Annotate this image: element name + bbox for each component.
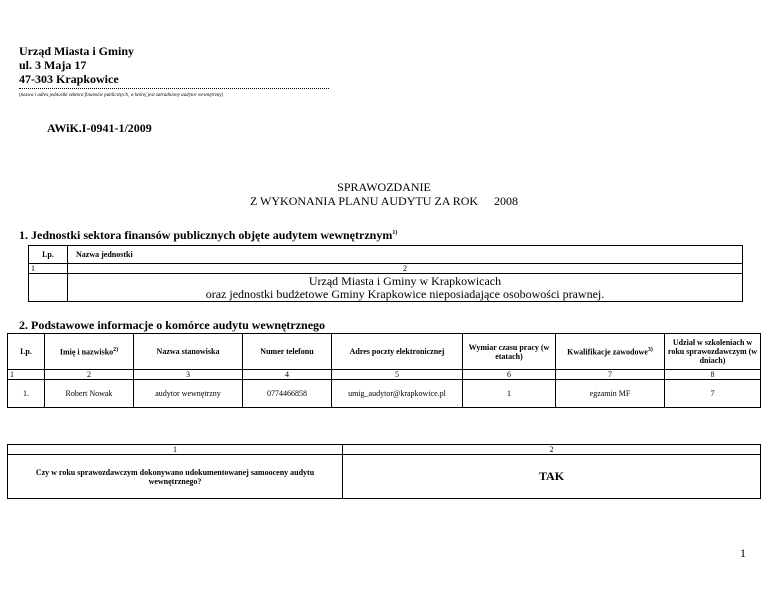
row-time: 1 bbox=[463, 380, 556, 408]
unit-name-line-1: Urząd Miasta i Gminy w Krapkowicach bbox=[308, 273, 502, 288]
title-line-2 bbox=[0, 194, 768, 208]
col-email: Adres poczty elektronicznej bbox=[332, 334, 463, 370]
row-name: Robert Nowak bbox=[45, 380, 134, 408]
audit-table-number-row bbox=[8, 370, 761, 380]
col-qual-footnote: 3) bbox=[647, 346, 653, 353]
address-dotted-line bbox=[19, 84, 329, 89]
section1-footnote: 1) bbox=[392, 230, 398, 236]
self-assessment-table bbox=[7, 444, 761, 499]
audit-table-header-row bbox=[8, 334, 761, 370]
units-num-lp: 1 bbox=[29, 264, 68, 274]
section1-heading bbox=[19, 228, 397, 243]
section2-heading: 2. Podstawowe informacje o komórce audytu wewnętrznego bbox=[19, 318, 326, 332]
row-position: audytor wewnętrzny bbox=[134, 380, 243, 408]
num-7: 7 bbox=[556, 370, 665, 380]
self-assessment-row bbox=[8, 455, 761, 499]
institution-address bbox=[19, 44, 134, 86]
col-qualifications bbox=[556, 334, 665, 370]
row-phone: 0774466858 bbox=[243, 380, 332, 408]
num-5: 5 bbox=[332, 370, 463, 380]
title-line-2-text: Z WYKONANIA PLANU AUDYTU ZA ROK bbox=[249, 194, 479, 208]
col-position: Nazwa stanowiska bbox=[134, 334, 243, 370]
col-name bbox=[45, 334, 134, 370]
units-row-name bbox=[68, 274, 743, 302]
table-row bbox=[8, 380, 761, 408]
address-note: (nazwa i adres jednostki sektora finansów publicznych, w której jest zatrudniony audytor wewnętrzny) bbox=[19, 93, 224, 98]
units-table-number-row bbox=[29, 264, 743, 274]
num-1: 1 bbox=[8, 370, 45, 380]
units-table-row bbox=[29, 274, 743, 302]
self-assessment-question: Czy w roku sprawozdawczym dokonywano udokumentowanej samooceny audytu wewnętrznego? bbox=[8, 455, 343, 499]
num-3: 3 bbox=[134, 370, 243, 380]
col-time: Wymiar czasu pracy (w etatach) bbox=[463, 334, 556, 370]
col-training: Udział w szkoleniach w roku sprawozdawczym (w dniach) bbox=[665, 334, 761, 370]
document-signature: AWiK.I-0941-1/2009 bbox=[47, 121, 152, 135]
page-number: 1 bbox=[740, 546, 746, 560]
units-table-header-row bbox=[29, 246, 743, 264]
self-assessment-number-row bbox=[8, 445, 761, 455]
col-name-footnote: 2) bbox=[113, 346, 119, 353]
col-lp: Lp. bbox=[8, 334, 45, 370]
report-title bbox=[0, 180, 768, 208]
col-name-text: Imię i nazwisko bbox=[59, 347, 114, 357]
units-row-lp bbox=[29, 274, 68, 302]
row-training: 7 bbox=[665, 380, 761, 408]
row-lp: 1. bbox=[8, 380, 45, 408]
self-assessment-answer: TAK bbox=[343, 455, 761, 499]
col-qual-text: Kwalifikacje zawodowe bbox=[567, 347, 648, 357]
units-col-lp: Lp. bbox=[29, 246, 68, 264]
units-table bbox=[28, 245, 743, 302]
row-email: umig_audytor@krapkowice.pl bbox=[332, 380, 463, 408]
num-6: 6 bbox=[463, 370, 556, 380]
report-year: 2008 bbox=[494, 194, 519, 208]
address-line-1: Urząd Miasta i Gminy bbox=[19, 44, 134, 58]
self-assessment-num-1: 1 bbox=[8, 445, 343, 455]
row-qualifications: egzamin MF bbox=[556, 380, 665, 408]
num-2: 2 bbox=[45, 370, 134, 380]
num-4: 4 bbox=[243, 370, 332, 380]
self-assessment-num-2: 2 bbox=[343, 445, 761, 455]
num-8: 8 bbox=[665, 370, 761, 380]
audit-cell-table bbox=[7, 333, 761, 408]
unit-name-line-2: oraz jednostki budżetowe Gminy Krapkowice nieposiadające osobowości prawnej. bbox=[205, 286, 605, 301]
col-phone: Numer telefonu bbox=[243, 334, 332, 370]
address-line-2: ul. 3 Maja 17 bbox=[19, 58, 87, 72]
section1-heading-text: 1. Jednostki sektora finansów publicznych objęte audytem wewnętrznym bbox=[19, 228, 393, 242]
units-col-name: Nazwa jednostki bbox=[68, 246, 743, 264]
address-line-3: 47-303 Krapkowice bbox=[19, 72, 119, 86]
units-num-name: 2 bbox=[68, 264, 743, 274]
title-line-1: SPRAWOZDANIE bbox=[337, 180, 431, 194]
